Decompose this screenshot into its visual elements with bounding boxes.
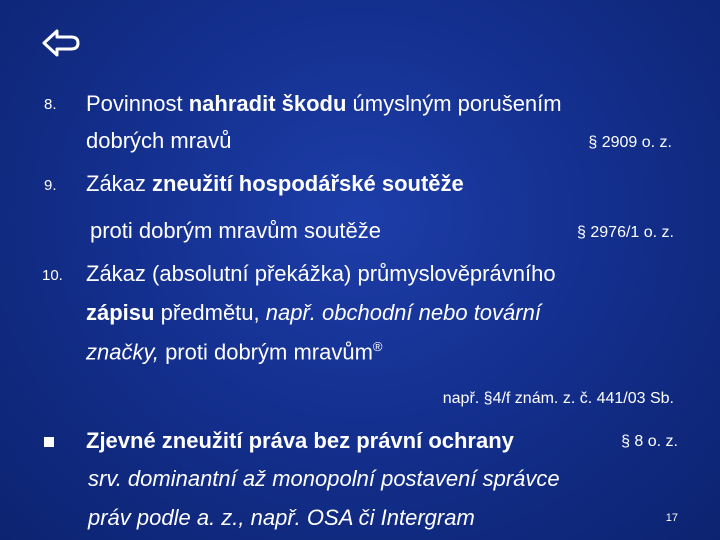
item-10-number: 10.	[42, 267, 63, 284]
item-8-number: 8.	[44, 96, 57, 113]
item-10-text-c: např. obchodní nebo tovární	[265, 300, 541, 325]
item-8-line-1	[86, 91, 562, 117]
item-9-number: 9.	[44, 177, 57, 194]
item-10-text-b: předmětu,	[154, 300, 266, 325]
item-9-text-b: zneužití hospodářské soutěže	[152, 171, 464, 196]
item-8-text-b: nahradit škodu	[188, 91, 347, 116]
registered-mark: ®	[372, 339, 383, 354]
item-8-line-2: dobrých mravů	[86, 128, 232, 153]
item-9-line-2: proti dobrým mravům soutěže	[90, 218, 381, 243]
item-8-reference: § 2909 o. z.	[588, 134, 672, 151]
item-9-reference: § 2976/1 o. z.	[577, 224, 674, 241]
bullet-item-line-3: práv podle a. z., např. OSA či Intergram	[88, 505, 475, 530]
item-10-line-3	[86, 339, 383, 365]
return-arrow-icon[interactable]	[40, 24, 84, 62]
item-10-text-d: značky,	[86, 339, 159, 365]
item-9-text-a: Zákaz	[86, 171, 153, 196]
item-8-text-c: úmyslným porušením	[346, 91, 562, 116]
bullet-item-reference: § 8 o. z.	[621, 433, 678, 450]
item-10-text-e: proti dobrým mravům	[158, 339, 373, 365]
bullet-item-line-1: Zjevné zneužití práva bez právní ochrany	[86, 428, 514, 453]
bullet-item-line-2: srv. dominantní až monopolní postavení správce	[88, 466, 560, 491]
item-10-line-2	[86, 300, 541, 326]
item-9-line-1	[86, 171, 464, 197]
item-8-text-a: Povinnost	[86, 91, 189, 116]
page-number: 17	[665, 512, 678, 524]
item-10-reference: např. §4/f znám. z. č. 441/03 Sb.	[442, 390, 674, 407]
bullet-square-icon	[44, 437, 54, 447]
item-10-text-a: zápisu	[86, 300, 155, 325]
item-10-line-1: Zákaz (absolutní překážka) průmyslověprávního	[86, 261, 556, 286]
